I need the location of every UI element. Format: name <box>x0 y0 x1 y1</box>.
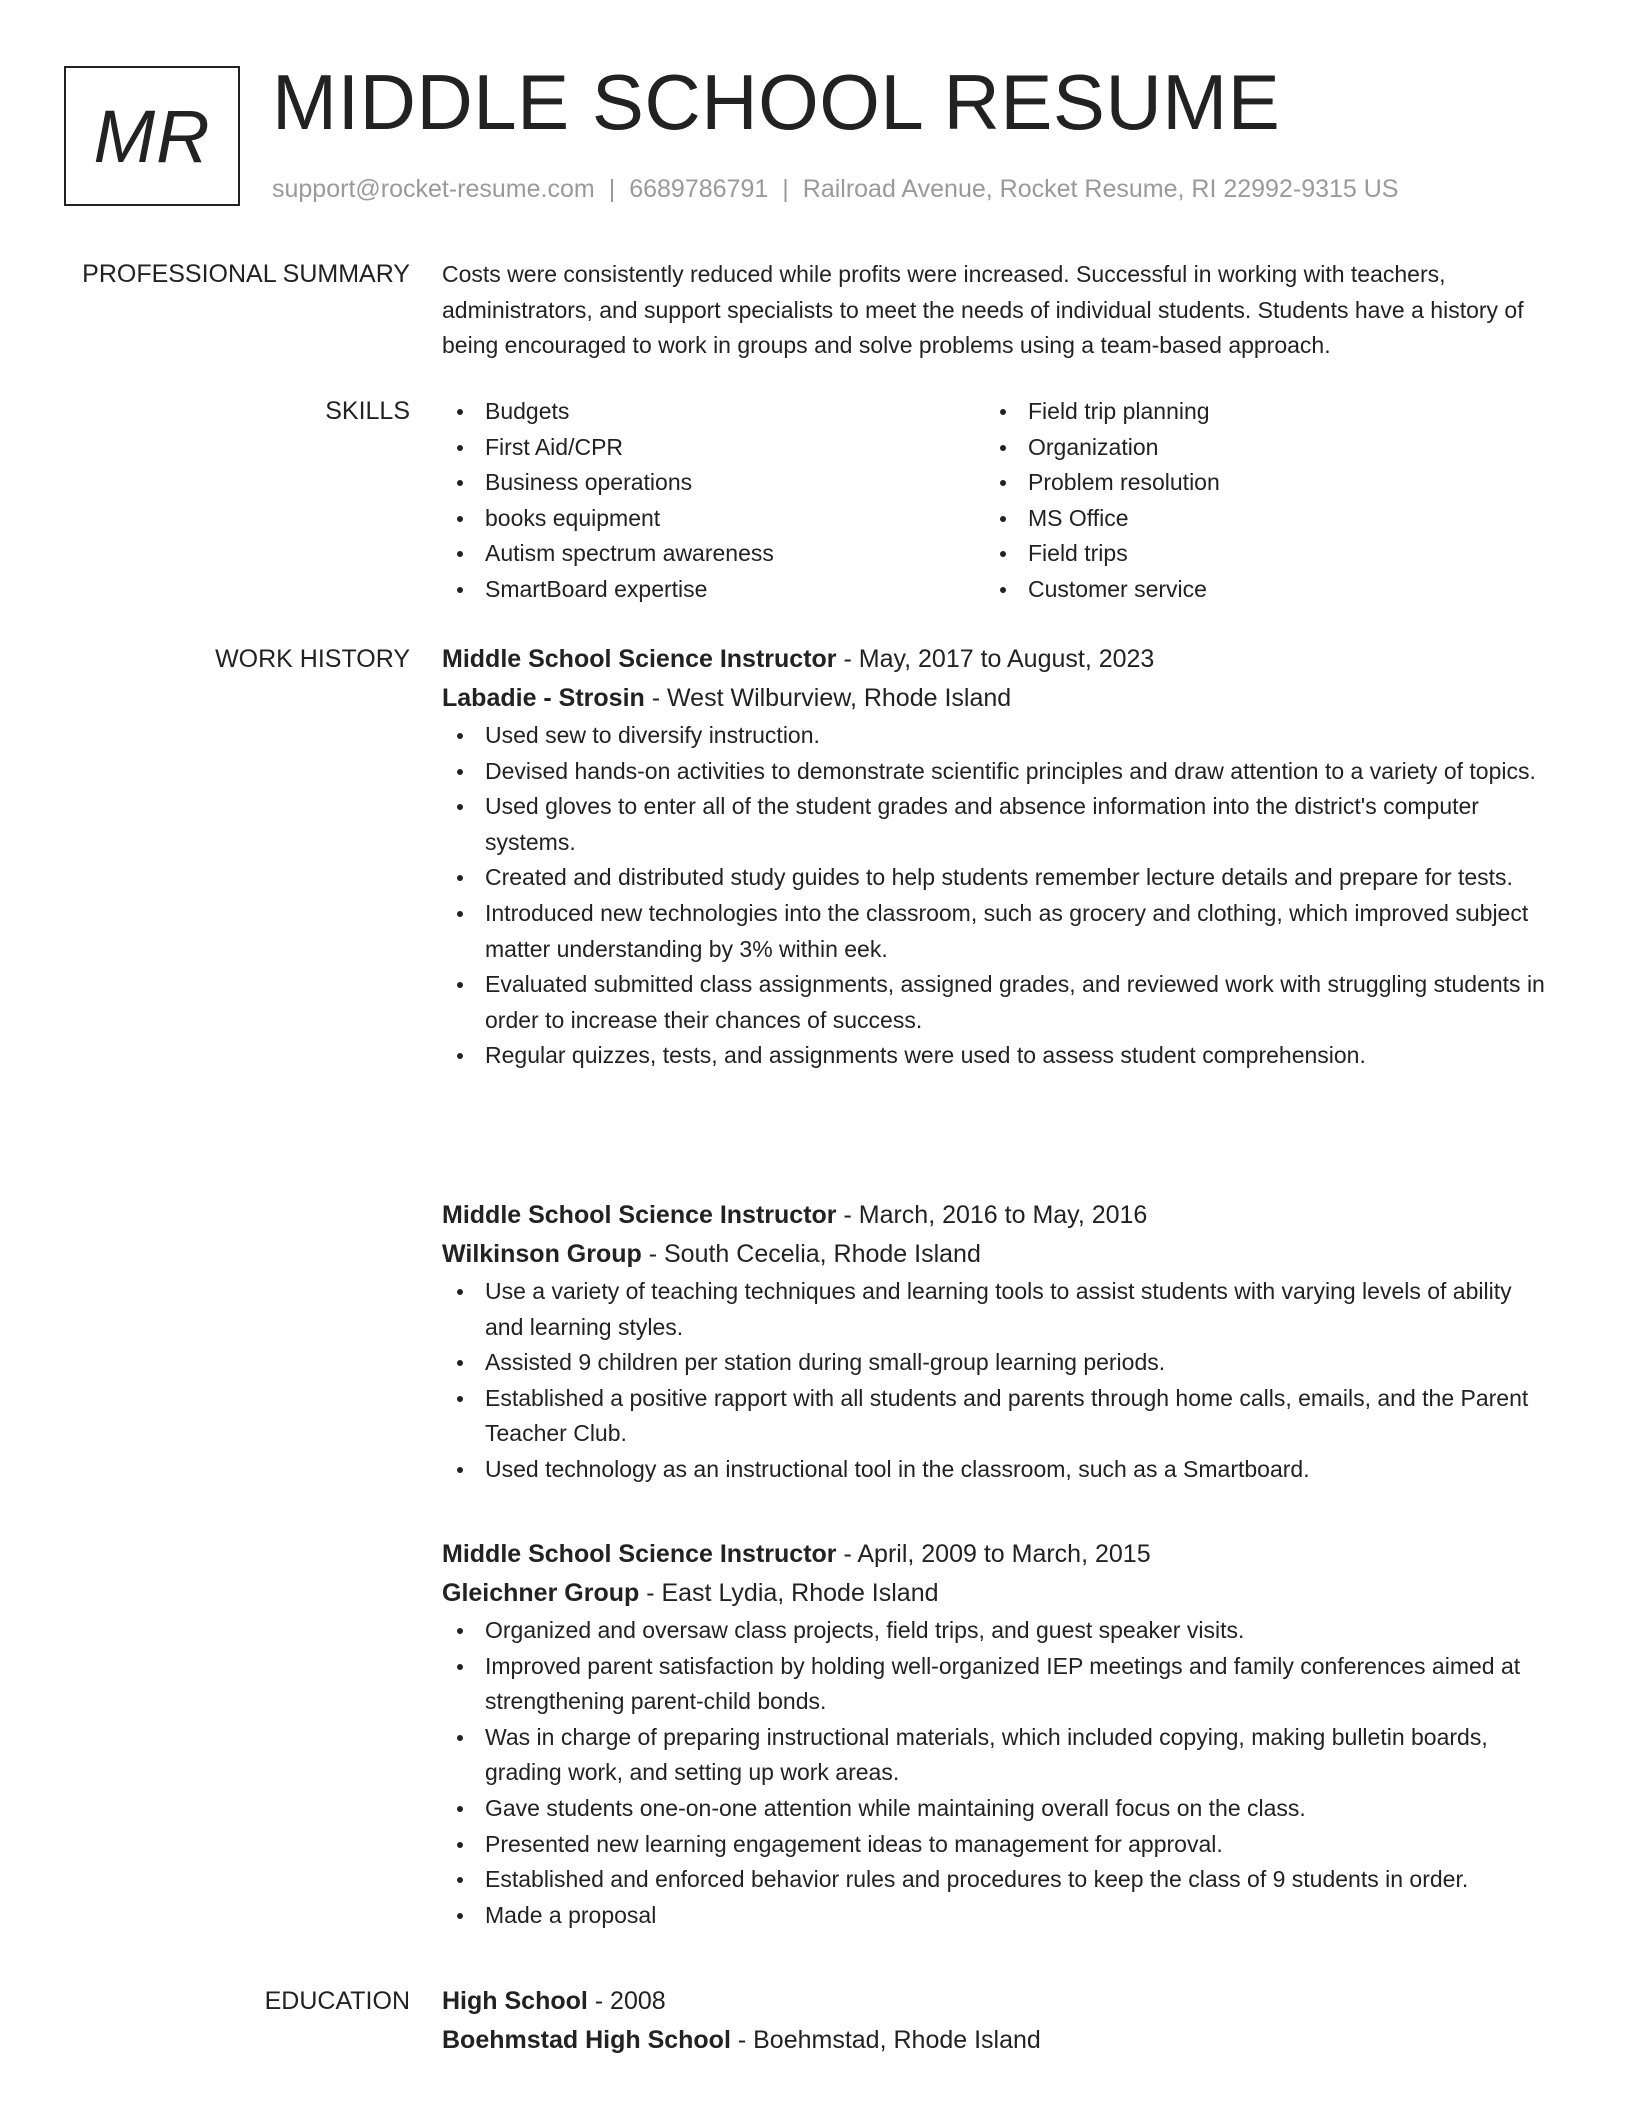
job-bullet-list <box>442 1613 1552 1933</box>
job-bullet: Assisted 9 children per station during small-group learning periods. <box>442 1345 1552 1381</box>
summary-text: Costs were consistently reduced while profits were increased. Successful in working with teachers, administrators, and support specialists to meet the needs of individual students. Students have a history of being encouraged to work in groups and solve problems using a team-based approach. <box>442 261 1524 359</box>
education-school-line <box>442 2021 1552 2060</box>
job-dates: - May, 2017 to August, 2023 <box>836 645 1155 673</box>
job-bullet-list <box>442 1274 1552 1488</box>
skill-item: books equipment <box>442 501 985 537</box>
skill-item: Autism spectrum awareness <box>442 536 985 572</box>
job-entry <box>442 640 1552 1074</box>
job-bullet: Created and distributed study guides to help students remember lecture details and prepare for tests. <box>442 860 1552 896</box>
skills-column-right <box>985 394 1528 608</box>
education-degree-line <box>442 1982 1552 2021</box>
job-bullet: Gave students one-on-one attention while maintaining overall focus on the class. <box>442 1791 1552 1827</box>
education-entry <box>442 1982 1552 2060</box>
job-company-line <box>442 1235 1552 1274</box>
job-role-line <box>442 1196 1552 1235</box>
contact-separator: | <box>608 175 616 203</box>
contact-line <box>272 172 1398 206</box>
skill-item: Organization <box>985 430 1528 466</box>
job-bullet: Presented new learning engagement ideas to management for approval. <box>442 1827 1552 1863</box>
job-bullet: Use a variety of teaching techniques and learning tools to assist students with varying levels of ability and learning styles. <box>442 1274 1552 1345</box>
skill-item: MS Office <box>985 501 1528 537</box>
skill-item: Customer service <box>985 572 1528 608</box>
education-location: - Boehmstad, Rhode Island <box>730 2026 1041 2054</box>
job-bullet: Established a positive rapport with all students and parents through home calls, emails, and the Parent Teacher Club. <box>442 1381 1552 1452</box>
contact-phone: 6689786791 <box>629 175 769 203</box>
job-bullet: Made a proposal <box>442 1898 1552 1934</box>
job-dates: - April, 2009 to March, 2015 <box>836 1540 1151 1568</box>
job-role: Middle School Science Instructor <box>442 645 837 673</box>
skill-item: Problem resolution <box>985 465 1528 501</box>
section-title-education: EDUCATION <box>264 1987 410 2015</box>
job-location: - West Wilburview, Rhode Island <box>644 684 1012 712</box>
job-bullet: Evaluated submitted class assignments, assigned grades, and reviewed work with struggling students in order to increase their chances of success. <box>442 967 1552 1038</box>
monogram-initials: MR <box>93 94 211 178</box>
skills-column-left <box>442 394 985 608</box>
job-entry <box>442 1535 1552 1933</box>
section-title-work-history: WORK HISTORY <box>215 645 410 673</box>
job-bullet: Organized and oversaw class projects, field trips, and guest speaker visits. <box>442 1613 1552 1649</box>
job-bullet: Devised hands-on activities to demonstrate scientific principles and draw attention to a variety of topics. <box>442 754 1552 790</box>
skill-item: First Aid/CPR <box>442 430 985 466</box>
job-bullet-list <box>442 718 1552 1074</box>
job-bullet: Established and enforced behavior rules and procedures to keep the class of 9 students in order. <box>442 1862 1552 1898</box>
contact-separator: | <box>782 175 789 203</box>
job-bullet: Was in charge of preparing instructional materials, which included copying, making bulletin boards, grading work, and setting up work areas. <box>442 1720 1552 1791</box>
job-role: Middle School Science Instructor <box>442 1540 837 1568</box>
skill-item: Business operations <box>442 465 985 501</box>
job-bullet: Improved parent satisfaction by holding well-organized IEP meetings and family conferences aimed at strengthening parent-child bonds. <box>442 1649 1552 1720</box>
section-title-summary: PROFESSIONAL SUMMARY <box>82 260 410 288</box>
job-bullet: Regular quizzes, tests, and assignments were used to assess student comprehension. <box>442 1038 1552 1074</box>
job-company: Gleichner Group <box>442 1579 640 1607</box>
skill-item: Budgets <box>442 394 985 430</box>
contact-email: support@rocket-resume.com <box>272 175 595 203</box>
skill-item: Field trips <box>985 536 1528 572</box>
skills-grid <box>442 394 1547 608</box>
job-entry <box>442 1196 1552 1488</box>
summary-body <box>442 257 1547 364</box>
job-location: - South Cecelia, Rhode Island <box>641 1240 981 1268</box>
section-title-skills: SKILLS <box>325 397 410 425</box>
job-company: Wilkinson Group <box>442 1240 642 1268</box>
job-bullet: Used technology as an instructional tool in the classroom, such as a Smartboard. <box>442 1452 1552 1488</box>
job-bullet: Introduced new technologies into the classroom, such as grocery and clothing, which improved subject matter understanding by 3% within eek. <box>442 896 1552 967</box>
job-role-line <box>442 640 1552 679</box>
job-role: Middle School Science Instructor <box>442 1201 837 1229</box>
monogram-box <box>64 66 240 206</box>
education-year: - 2008 <box>587 1987 666 2015</box>
skills-body <box>442 394 1547 608</box>
skill-item: SmartBoard expertise <box>442 572 985 608</box>
job-company: Labadie - Strosin <box>442 684 645 712</box>
skill-item: Field trip planning <box>985 394 1528 430</box>
job-role-line <box>442 1535 1552 1574</box>
education-school: Boehmstad High School <box>442 2026 731 2054</box>
education-degree: High School <box>442 1987 588 2015</box>
job-bullet: Used gloves to enter all of the student grades and absence information into the district's computer systems. <box>442 789 1552 860</box>
job-bullet: Used sew to diversify instruction. <box>442 718 1552 754</box>
resume-title: MIDDLE SCHOOL RESUME <box>272 58 1281 146</box>
job-dates: - March, 2016 to May, 2016 <box>836 1201 1148 1229</box>
job-company-line <box>442 1574 1552 1613</box>
job-location: - East Lydia, Rhode Island <box>639 1579 939 1607</box>
contact-address: Railroad Avenue, Rocket Resume, RI 22992-9315 US <box>802 175 1399 203</box>
job-company-line <box>442 679 1552 718</box>
